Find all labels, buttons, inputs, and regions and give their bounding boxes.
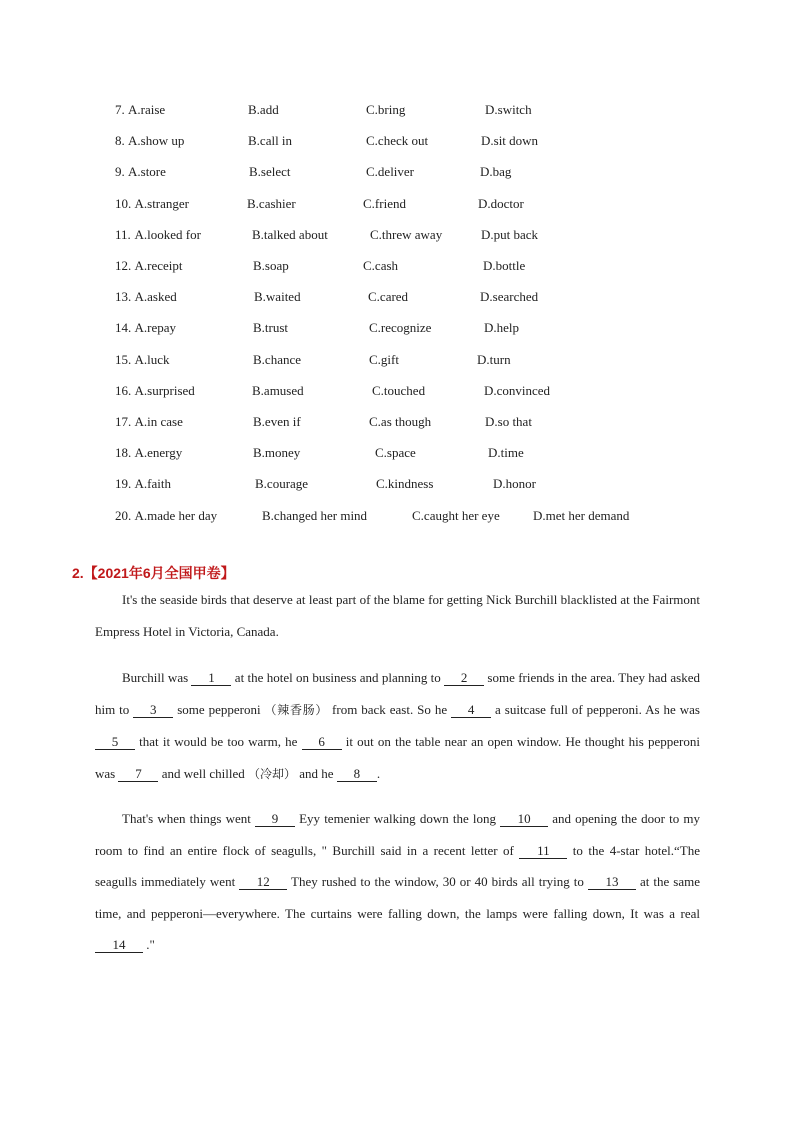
option-c: C.gift — [369, 351, 399, 367]
option-d: D.honor — [493, 476, 536, 492]
paragraph-text: and well chilled — [158, 765, 248, 781]
option-d: D.so that — [485, 414, 532, 429]
option-b: B.add — [248, 102, 279, 117]
question-number: 10. — [115, 195, 132, 211]
option-c: C.cash — [363, 258, 399, 273]
blank-2: 2 — [444, 671, 484, 686]
paragraph-text: some friends in the area. They had asked him to — [95, 670, 700, 717]
option-c: C.caught her eye — [412, 507, 500, 523]
option-d: D.met her demand — [533, 507, 630, 523]
option-b: B.soap — [253, 258, 289, 273]
option-d: D.sit down — [481, 133, 539, 149]
question-number: 19. — [115, 476, 132, 492]
option-b: B.cashier — [247, 195, 296, 211]
option-d: D.time — [488, 445, 524, 461]
option-c: C.bring — [366, 102, 406, 117]
option-c: C.friend — [363, 195, 406, 211]
option-b: B.money — [253, 445, 301, 461]
blank-6: 6 — [302, 735, 342, 750]
question-number: 11. — [115, 226, 131, 242]
option-a: A.store — [128, 164, 166, 180]
option-d: D.convinced — [484, 382, 551, 398]
option-c: C.threw away — [370, 226, 443, 242]
option-b: B.waited — [254, 289, 301, 305]
blank-11: 11 — [519, 844, 567, 859]
option-d: D.put back — [481, 226, 539, 242]
chinese-gloss: （冷却） — [248, 766, 297, 781]
question-number: 15. — [115, 351, 132, 367]
option-a: A.faith — [134, 476, 171, 492]
option-d: D.turn — [477, 351, 511, 367]
option-row — [0, 162, 794, 182]
blank-12: 12 — [239, 875, 287, 890]
option-b: B.chance — [253, 351, 302, 367]
paragraph-text: to the 4-star hotel.“The seagulls immediately went — [95, 842, 700, 889]
paragraph-text: some pepperoni — [173, 701, 265, 717]
option-b: B.select — [249, 164, 291, 180]
question-number: 9. — [115, 164, 125, 180]
paragraph-text: that it would be too warm, he — [135, 734, 302, 749]
option-row — [0, 443, 794, 463]
option-a: A.stranger — [134, 195, 190, 211]
option-row — [0, 225, 794, 245]
option-d: D.searched — [480, 289, 539, 305]
option-d: D.bottle — [483, 258, 526, 273]
paragraph-text: at the same time, and pepperoni—everywhere. The curtains were falling down, the lamps were falling down, It was a real — [95, 874, 700, 921]
option-row — [0, 474, 794, 494]
option-d: D.help — [484, 320, 520, 336]
option-row — [0, 381, 794, 401]
paragraph-text: That's when things went — [122, 811, 255, 826]
option-b: B.trust — [253, 320, 289, 336]
question-number: 14. — [115, 320, 132, 336]
option-c: C.deliver — [366, 164, 415, 180]
option-a: A.surprised — [134, 382, 195, 398]
paragraph-text: ." — [143, 937, 155, 952]
option-row — [0, 100, 794, 120]
option-a: A.energy — [134, 445, 183, 461]
option-d: D.doctor — [478, 195, 524, 211]
option-row — [0, 412, 794, 432]
option-b: B.even if — [253, 414, 301, 429]
option-c: C.cared — [368, 289, 409, 305]
paragraph-text: Burchill was — [122, 670, 192, 685]
paragraph-text: and opening the door to my room to find an entire flock of seagulls, " Burchill said in a recent letter of — [95, 811, 701, 858]
question-number: 7. — [115, 102, 125, 117]
question-number: 12. — [115, 258, 132, 273]
passage-paragraph-2 — [95, 662, 700, 790]
option-c: C.space — [375, 445, 416, 461]
option-row — [0, 194, 794, 214]
paragraph-text: it out on the table near an open window. He thought his pepperoni was — [95, 734, 701, 781]
blank-4: 4 — [451, 703, 491, 718]
paragraph-text: Eyy temenier walking down the long — [294, 811, 501, 826]
option-c: C.touched — [372, 382, 426, 398]
option-row — [0, 318, 794, 338]
blank-9: 9 — [255, 812, 295, 827]
option-row — [0, 287, 794, 307]
paragraph-text: They rushed to the window, 30 or 40 birds all trying to — [287, 874, 588, 889]
option-d: D.switch — [485, 102, 532, 117]
passage-paragraph-3 — [95, 803, 700, 961]
option-a: A.raise — [128, 102, 166, 117]
option-row — [0, 506, 794, 526]
option-a: A.show up — [128, 133, 185, 149]
option-row — [0, 256, 794, 276]
option-a: A.asked — [134, 289, 177, 305]
paragraph-text: at the hotel on business and planning to — [231, 670, 445, 685]
paragraph-text: It's the seaside birds that deserve at least part of the blame for getting Nick Burchill blacklisted at the Fairmont Empress Hotel in Victoria, Canada. — [95, 592, 700, 639]
blank-14: 14 — [95, 938, 143, 953]
option-b: B.talked about — [252, 226, 328, 242]
option-c: C.recognize — [369, 320, 432, 336]
blank-8: 8 — [337, 767, 377, 782]
blank-7: 7 — [118, 767, 158, 782]
option-a: A.looked for — [134, 226, 201, 242]
option-b: B.courage — [255, 476, 309, 492]
option-c: C.check out — [366, 133, 429, 149]
option-c: C.as though — [369, 414, 432, 429]
option-row — [0, 350, 794, 370]
option-a: A.in case — [134, 414, 183, 429]
option-a: A.receipt — [134, 258, 183, 273]
question-number: 17. — [115, 414, 132, 429]
paragraph-text: from back east. So he — [328, 701, 452, 717]
question-number: 16. — [115, 382, 132, 398]
option-a: A.repay — [134, 320, 177, 336]
question-number: 13. — [115, 289, 132, 305]
question-number: 18. — [115, 445, 132, 461]
passage-paragraph-1 — [95, 584, 700, 647]
blank-1: 1 — [191, 671, 231, 686]
option-b: B.amused — [252, 382, 304, 398]
paragraph-text: . — [376, 765, 381, 781]
option-c: C.kindness — [376, 476, 434, 492]
blank-10: 10 — [500, 812, 548, 827]
option-b: B.call in — [248, 133, 293, 149]
option-d: D.bag — [480, 164, 512, 180]
option-a: A.luck — [134, 351, 170, 367]
paragraph-text: and he — [296, 765, 337, 781]
section-title: 2.【2021年6月全国甲卷】 — [72, 565, 235, 581]
question-number: 8. — [115, 133, 125, 149]
chinese-gloss: （辣香肠） — [264, 702, 329, 717]
blank-5: 5 — [95, 735, 135, 750]
option-row — [0, 131, 794, 151]
paragraph-text: a suitcase full of pepperoni. As he was — [491, 701, 700, 717]
option-b: B.changed her mind — [262, 507, 368, 523]
blank-13: 13 — [588, 875, 636, 890]
question-number: 20. — [115, 507, 132, 523]
blank-3: 3 — [133, 703, 173, 718]
option-a: A.made her day — [134, 507, 218, 523]
